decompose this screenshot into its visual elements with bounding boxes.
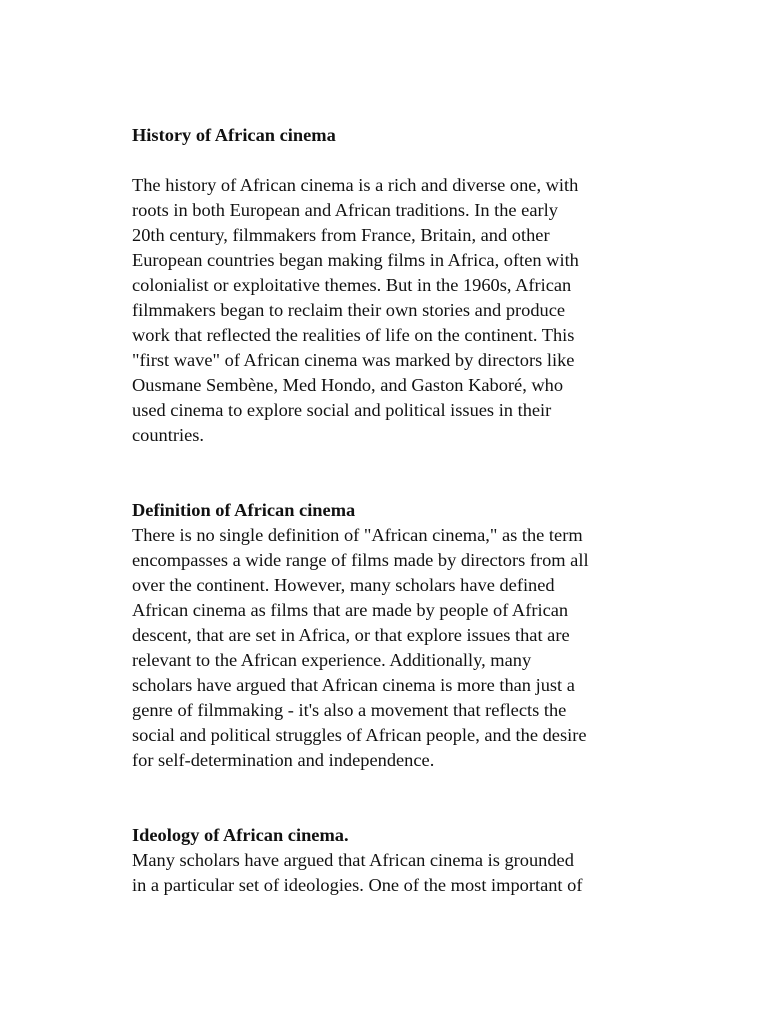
paragraph-line: Ousmane Sembène, Med Hondo, and Gaston Kaboré, who [132,375,564,395]
paragraph-line: "first wave" of African cinema was marked by directors like [132,350,575,370]
section-heading-definition: Definition of African cinema [132,500,356,520]
paragraph-line: colonialist or exploitative themes. But in the 1960s, African [132,275,572,295]
paragraph-line: for self-determination and independence. [132,750,435,770]
paragraph-line: There is no single definition of "African cinema," as the term [132,525,583,545]
paragraph-line: The history of African cinema is a rich and diverse one, with [132,175,579,195]
paragraph-line: over the continent. However, many scholars have defined [132,575,555,595]
section-heading-ideology: Ideology of African cinema. [132,825,349,845]
paragraph-line: roots in both European and African traditions. In the early [132,200,558,220]
paragraph-line: European countries began making films in Africa, often with [132,250,579,270]
paragraph-line: genre of filmmaking - it's also a movement that reflects the [132,700,567,720]
paragraph-line: used cinema to explore social and political issues in their [132,400,552,420]
paragraph-line: work that reflected the realities of life on the continent. This [132,325,575,345]
paragraph-line: African cinema as films that are made by people of African [132,600,569,620]
paragraph-line: descent, that are set in Africa, or that explore issues that are [132,625,570,645]
paragraph-line: encompasses a wide range of films made by directors from all [132,550,589,570]
paragraph-line: 20th century, filmmakers from France, Britain, and other [132,225,550,245]
paragraph-line: countries. [132,425,205,445]
paragraph-line: Many scholars have argued that African cinema is grounded [132,850,574,870]
paragraph-line: scholars have argued that African cinema is more than just a [132,675,575,695]
paragraph-line: in a particular set of ideologies. One of the most important of [132,875,583,895]
section-heading-history: History of African cinema [132,125,336,145]
paragraph-line: social and political struggles of African people, and the desire [132,725,587,745]
paragraph-line: relevant to the African experience. Additionally, many [132,650,532,670]
paragraph-line: filmmakers began to reclaim their own stories and produce [132,300,566,320]
